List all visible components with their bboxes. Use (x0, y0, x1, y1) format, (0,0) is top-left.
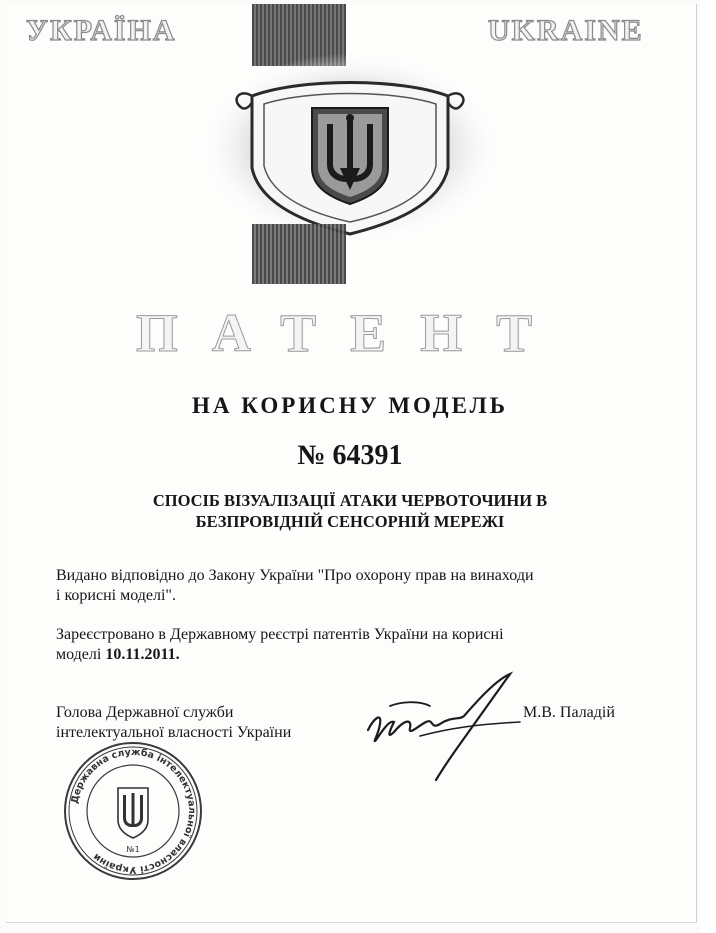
seal-ring-text: Державна служба інтелектуальної власності України (69, 746, 198, 876)
registration-statement-line-2 (56, 645, 656, 665)
seal-number: №1 (126, 845, 140, 854)
official-seal (62, 740, 204, 882)
registration-statement-line-1: Зареєстровано в Державному реєстрі патентів України на корисні (56, 626, 504, 643)
signatory-role-line-2: інтелектуальної власності України (56, 724, 292, 741)
trident-coat-of-arms-icon (190, 48, 510, 244)
signatory-role-line-1: Голова Державної служби (56, 704, 234, 721)
invention-title-line-1: СПОСІБ ВІЗУАЛІЗАЦІЇ АТАКИ ЧЕРВОТОЧИНИ В (152, 491, 548, 510)
signature-icon (360, 666, 530, 786)
seal-stamp-icon (62, 740, 204, 882)
patent-type: НА КОРИСНУ МОДЕЛЬ (192, 393, 508, 418)
invention-title-line-2: БЕЗПРОВІДНІЙ СЕНСОРНІЙ МЕРЕЖІ (195, 512, 505, 531)
handwritten-signature (360, 666, 530, 786)
patent-number: № 64391 (297, 440, 403, 471)
signatory-role (56, 703, 356, 743)
signatory-name: М.В. Паладій (523, 704, 615, 721)
issued-statement-line-2: і корисні моделі". (56, 587, 176, 604)
header-ukraine-en: UKRAINE (488, 14, 644, 47)
issued-statement-line-1: Видано відповідно до Закону України "Про охорону прав на винаходи (56, 567, 534, 584)
decorative-band-bottom (252, 224, 346, 284)
emblem (190, 48, 510, 244)
registration-statement (56, 625, 656, 665)
patent-heading: ПАТЕНТ (135, 303, 567, 363)
scan-edge (700, 0, 716, 933)
invention-title (0, 490, 700, 532)
registration-prefix: моделі (56, 646, 106, 663)
registration-date: 10.11.2011. (105, 646, 180, 663)
issued-statement (56, 566, 656, 606)
header-ukraine-ua: УКРАЇНА (26, 14, 177, 47)
